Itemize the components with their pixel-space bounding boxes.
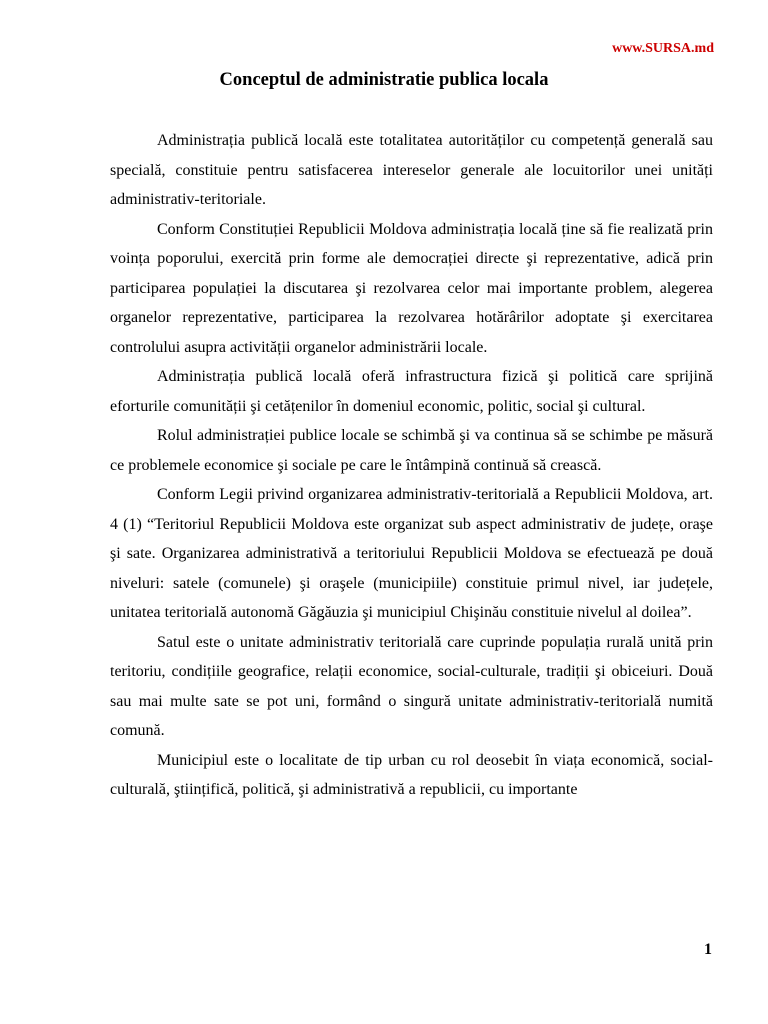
paragraph: Municipiul este o localitate de tip urban cu rol deosebit în viața economică, social-culturală, ştiințifică, politică, şi administrativă a republicii, cu importante <box>110 751 713 798</box>
paragraph: Rolul administrației publice locale se schimbă şi va continua să se schimbe pe măsură ce problemele economice şi sociale pe care le întâmpină continuă să crească. <box>110 427 713 474</box>
paragraph: Administrația publică locală oferă infrastructura fizică şi politică care sprijină eforturile comunității şi cetățenilor în domeniul economic, politic, social şi cultural. <box>110 368 713 415</box>
paragraph: Satul este o unitate administrativ teritorială care cuprinde populația rurală unită prin teritoriu, condițiile geografice, relații economice, social-culturale, tradiții şi obiceiuri. Două sau mai multe sate se pot uni, formând o singură unitate administrativ-teritorială numită comună. <box>110 633 713 739</box>
document-title: Conceptul de administratie publica locala <box>219 70 549 90</box>
document-body <box>110 126 713 805</box>
paragraph: Conform Legii privind organizarea administrativ-teritorială a Republicii Moldova, art. 4 (1) “Teritoriul Republicii Moldova este organizat sub aspect administrativ de județe, oraşe şi sate. Organizarea administrativă a teritoriului Republicii Moldova se efectuează pe două niveluri: satele (comunele) şi oraşele (municipiile) constituie primul nivel, iar județele, unitatea teritorială autonomă Găgăuzia şi municipiul Chişinău constituie nivelul al doilea”. <box>110 486 713 621</box>
paragraph: Conform Constituției Republicii Moldova administrația locală ține să fie realizată prin voința poporului, exercită prin forme ale democrației directe şi reprezentative, adică prin participarea populației la discutarea şi rezolvarea celor mai importante problem, alegerea organelor reprezentative, participarea la rezolvarea hotărârilor adoptate şi exercitarea controlului asupra activității organelor administrării locale. <box>110 220 713 356</box>
source-watermark: www.SURSA.md <box>612 41 714 56</box>
page-number: 1 <box>704 941 712 958</box>
paragraph: Administrația publică locală este totalitatea autorităților cu competență generală sau specială, constituie pentru satisfacerea intereselor generale ale locuitorilor unei unități administrativ-teritoriale. <box>110 132 713 208</box>
